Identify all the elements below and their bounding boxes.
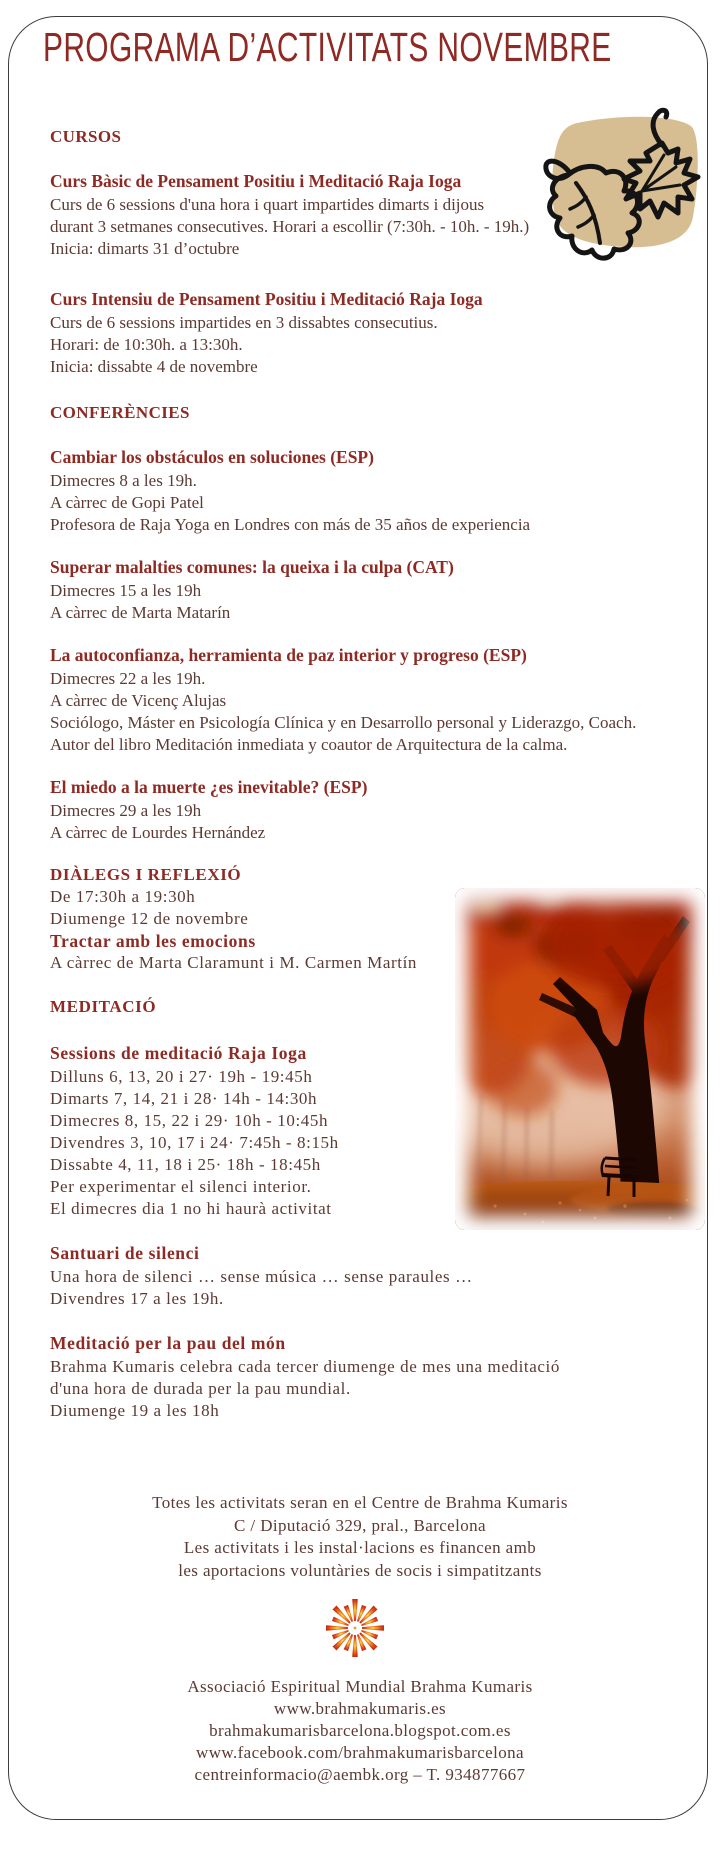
section-header-dialegs: DIÀLEGS I REFLEXIÓ bbox=[50, 865, 242, 884]
section-header-cursos: CURSOS bbox=[50, 127, 122, 146]
sunburst-icon bbox=[320, 1592, 390, 1668]
autumn-tree-illustration bbox=[455, 888, 705, 1230]
autumn-tree-photo bbox=[455, 888, 705, 1230]
org-contact: centreinformacio@aembk.org – T. 934877667 bbox=[194, 1765, 526, 1784]
org-website: www.brahmakumaris.es bbox=[273, 1699, 447, 1718]
venue-info: Totes les activitats seran en el Centre de Brahma Kumaris C / Diputació 329, pral., Barcelona Les activitats i les instal·lacions es financen amb les aportacions voluntàries de socis i simpatitzants bbox=[152, 1493, 568, 1580]
event-miedo: El miedo a la muerte ¿es inevitable? (ESP) Dimecres 29 a les 19h A càrrec de Lourdes Hernández bbox=[50, 777, 368, 842]
event-superar: Superar malalties comunes: la queixa i la culpa (CAT) Dimecres 15 a les 19h A càrrec de Marta Matarín bbox=[50, 557, 454, 622]
organisation-info bbox=[0, 1676, 720, 1786]
section-dialegs: DIÀLEGS I REFLEXIÓ De 17:30h a 19:30h Diumenge 12 de novembre Tractar amb les emocions A càrrec de Marta Claramunt i M. Carmen Martín bbox=[50, 864, 690, 974]
org-facebook: www.facebook.com/brahmakumarisbarcelona bbox=[196, 1743, 524, 1762]
event-autoconfianza: La autoconfianza, herramienta de paz interior y progreso (ESP) Dimecres 22 a les 19h. A càrrec de Vicenç Alujas Sociólogo, Máster en Psicología Clínica y en Desarrollo personal y Liderazgo, Coach. Autor del libro Meditación inmediata y coautor de Arquitectura de la calma. bbox=[50, 645, 637, 754]
page-title: PROGRAMA D’ACTIVITATS NOVEMBRE bbox=[43, 24, 612, 70]
event-cambiar: Cambiar los obstáculos en soluciones (ESP) Dimecres 8 a les 19h. A càrrec de Gopi Patel Profesora de Raja Yoga en Londres con más de 35 años de experiencia bbox=[50, 447, 531, 534]
org-name: Associació Espiritual Mundial Brahma Kumaris bbox=[187, 1677, 533, 1696]
section-header-meditacio: MEDITACIÓ bbox=[50, 997, 157, 1016]
event-sessions: Sessions de meditació Raja Ioga Dilluns 6, 13, 20 i 27· 19h - 19:45h Dimarts 7, 14, 21 i 28· 14h - 14:30h Dimecres 8, 15, 22 i 29· 10h - 10:45h Divendres 3, 10, 17 i 24· 7:45h - 8:15h Dissabte 4, 11, 18 i 25· 18h - 18:45h Per experimentar el silenci interior. El dimecres dia 1 no hi haurà activitat bbox=[50, 1043, 339, 1218]
dialegs-topic: Tractar amb les emocions bbox=[50, 931, 256, 951]
org-blog: brahmakumarisbarcelona.blogspot.com.es bbox=[209, 1721, 511, 1740]
event-curs-basic: Curs Bàsic de Pensament Positiu i Meditació Raja Ioga Curs de 6 sessions d'una hora i quart impartides dimarts i dijous durant 3 setmanes consecutives. Horari a escollir (7:30h. - 10h. - 19h.) Inicia: dimarts 31 d’octubre bbox=[50, 171, 530, 258]
section-header-conferencies: CONFERÈNCIES bbox=[50, 403, 190, 422]
brahma-kumaris-logo bbox=[320, 1592, 390, 1668]
event-pau: Meditació per la pau del món Brahma Kumaris celebra cada tercer diumenge de mes una meditació d'una hora de durada per la pau mundial. Diumenge 19 a les 18h bbox=[50, 1333, 560, 1420]
event-santuari: Santuari de silenci Una hora de silenci … sense música … sense paraules … Divendres 17 a les 19h. bbox=[50, 1243, 473, 1308]
event-curs-intensiu: Curs Intensiu de Pensament Positiu i Meditació Raja Ioga Curs de 6 sessions impartides en 3 dissabtes consecutius. Horari: de 10:30h. a 13:30h. Inicia: dissabte 4 de novembre bbox=[50, 289, 483, 376]
